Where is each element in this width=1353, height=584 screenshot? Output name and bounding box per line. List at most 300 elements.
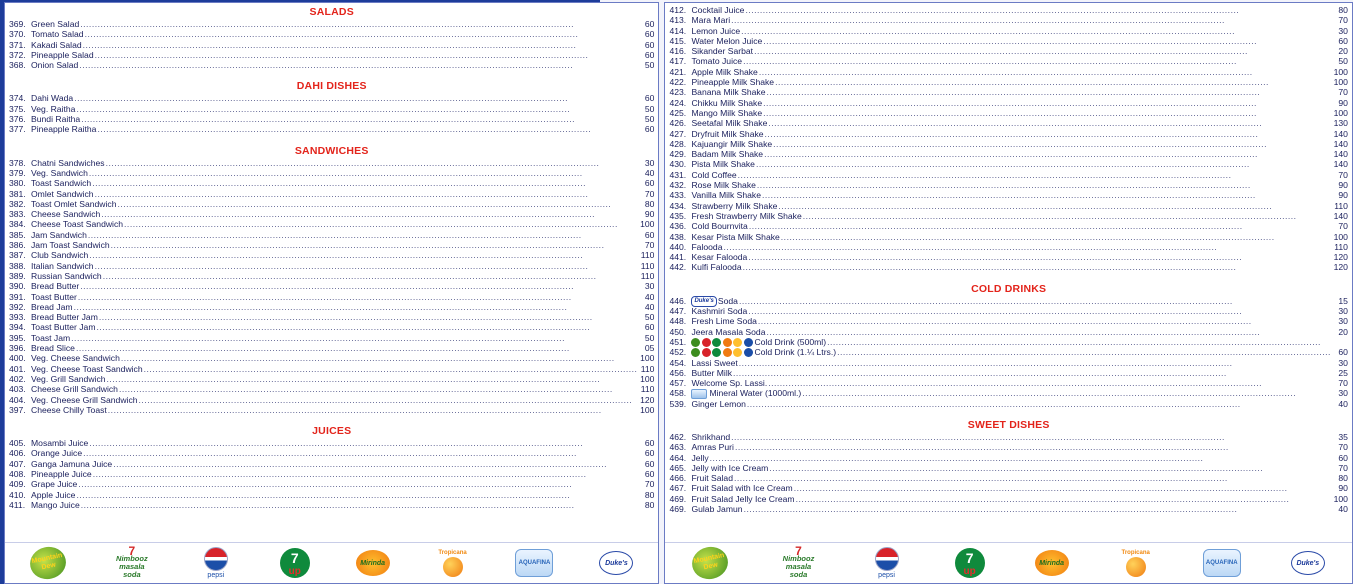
leader-dots (76, 490, 637, 500)
item-name (691, 77, 774, 87)
item-price: 30 (644, 157, 655, 168)
item-name (31, 114, 80, 124)
item-name-text: Kajuangir Milk Shake (691, 138, 773, 149)
item-name (31, 271, 102, 281)
menu-item (669, 221, 1347, 231)
item-price: 20 (1338, 326, 1348, 337)
item-name (31, 343, 75, 353)
menu-item (9, 29, 654, 39)
left-menu (5, 3, 658, 542)
leader-dots (76, 104, 637, 114)
menu-item (9, 19, 654, 29)
item-name-text: Cocktail Juice (691, 5, 745, 15)
item-name-text: Dryfruit Milk Shake (691, 128, 764, 139)
menu-item (669, 296, 1347, 306)
leader-dots (745, 5, 1330, 15)
item-name (691, 170, 736, 180)
item-name (691, 149, 763, 159)
item-price: 80 (644, 499, 655, 510)
item-name-text: Grape Juice (31, 479, 78, 490)
item-number: 421. (669, 66, 687, 77)
item-name-text: Dahi Wada (31, 93, 74, 104)
item-price: 50 (644, 114, 655, 125)
item-name (691, 56, 742, 66)
item-name (691, 108, 762, 118)
leader-dots (739, 358, 1331, 368)
item-name-text: Vanilla Milk Shake (691, 190, 762, 201)
item-number: 385. (9, 229, 26, 240)
leader-dots (759, 67, 1331, 77)
menu-item (669, 306, 1347, 316)
nimbooz-logo-icon: 7 Nimbooz masala soda (782, 544, 815, 579)
item-name (31, 261, 94, 271)
item-name-text: Mango Juice (31, 499, 80, 510)
item-price: 60 (644, 438, 655, 449)
item-name (691, 201, 777, 211)
item-name-text: Pineapple Raitha (31, 124, 97, 135)
menu-item (9, 93, 654, 103)
item-price: 70 (1338, 87, 1348, 98)
item-price: 120 (1333, 262, 1348, 273)
item-name-text: Cheese Grill Sandwich (31, 384, 118, 395)
item-number: 383. (9, 209, 26, 220)
item-number: 432. (669, 180, 687, 191)
menu-item (9, 189, 654, 199)
item-name-text: Fruit Salad Jelly Ice Cream (691, 493, 795, 504)
item-number: 447. (669, 306, 687, 317)
item-name-text: Pineapple Juice (31, 468, 92, 479)
menu-item (669, 432, 1347, 442)
item-number: 442. (669, 262, 687, 273)
leader-dots (738, 170, 1331, 180)
leader-dots (93, 469, 638, 479)
item-number: 369. (9, 19, 26, 29)
menu-item (9, 448, 654, 458)
leader-dots (81, 500, 638, 510)
menu-item (9, 500, 654, 510)
item-name-text: Bundi Raitha (31, 114, 81, 125)
item-name (691, 242, 722, 252)
7up-logo-icon: 7 up (955, 548, 985, 578)
item-name (31, 281, 79, 291)
leader-dots (763, 98, 1331, 108)
leader-dots (827, 337, 1331, 347)
item-price: 20 (1338, 46, 1348, 57)
item-name (691, 211, 801, 221)
menu-item (669, 87, 1347, 97)
item-number: 403. (9, 384, 26, 395)
item-number: 381. (9, 188, 26, 199)
item-name-text: Lassi Sweet (691, 357, 738, 368)
item-number: 465. (669, 462, 687, 473)
item-name (691, 368, 732, 378)
menu-item (669, 399, 1347, 409)
leader-dots (89, 250, 637, 260)
item-name (31, 333, 70, 343)
item-name-text: Banana Milk Shake (691, 87, 766, 98)
menu-item (669, 252, 1347, 262)
item-price: 100 (640, 404, 655, 415)
item-name-text: Seetafal Milk Shake (691, 118, 768, 129)
item-name (31, 322, 95, 332)
item-name (691, 190, 761, 200)
item-number: 380. (9, 178, 26, 189)
menu-item (9, 469, 654, 479)
item-number: 412. (669, 5, 687, 15)
item-number: 368. (9, 60, 26, 71)
menu-item (669, 337, 1347, 347)
leader-dots (837, 347, 1331, 357)
leader-dots (95, 261, 638, 271)
dukes-badge-icon: Duke's (691, 296, 716, 307)
item-name (691, 15, 730, 25)
item-price: 140 (1333, 159, 1348, 170)
menu-item (9, 384, 654, 394)
menu-item (9, 219, 654, 229)
item-name (691, 139, 772, 149)
menu-item (669, 118, 1347, 128)
item-name-text: Tomato Juice (691, 56, 743, 67)
item-name (691, 232, 779, 242)
menu-item (669, 358, 1347, 368)
item-price: 90 (1338, 483, 1348, 494)
item-price: 70 (1338, 378, 1348, 389)
item-name (691, 26, 740, 36)
item-number: 450. (669, 326, 687, 337)
item-name-text: Bread Slice (31, 343, 75, 354)
leader-dots (768, 118, 1331, 128)
item-name-text: Italian Sandwich (31, 260, 94, 271)
leader-dots (747, 399, 1331, 409)
item-name (691, 378, 767, 388)
item-price: 70 (1338, 15, 1348, 26)
item-price: 140 (1333, 138, 1348, 149)
item-name-text: Badam Milk Shake (691, 149, 764, 160)
item-number: 410. (9, 489, 26, 500)
leader-dots (764, 149, 1331, 159)
leader-dots (748, 306, 1331, 316)
leader-dots (766, 327, 1330, 337)
menu-item (669, 139, 1347, 149)
leader-dots (769, 463, 1331, 473)
menu-item (9, 230, 654, 240)
item-price: 130 (1333, 118, 1348, 129)
item-name (691, 494, 794, 504)
item-name-text: Veg. Raitha (31, 103, 76, 114)
item-name-text: Pineapple Milk Shake (691, 77, 775, 88)
item-number: 469. (669, 493, 687, 504)
leader-dots (739, 296, 1331, 306)
leader-dots (76, 343, 637, 353)
tropicana-logo-icon: Tropicana (436, 547, 470, 579)
item-name-text: Veg. Sandwich (31, 167, 88, 178)
item-name-text: Veg. Cheese Toast Sandwich (31, 363, 143, 374)
water-bottle-icon (691, 389, 707, 399)
drink-brand-icon (702, 348, 711, 357)
menu-item (669, 190, 1347, 200)
item-number: 463. (669, 442, 687, 453)
item-name-text: Kesar Falooda (691, 252, 748, 263)
menu-item (669, 327, 1347, 337)
item-name (31, 312, 98, 322)
item-price: 60 (644, 39, 655, 50)
menu-item (9, 209, 654, 219)
leader-dots (124, 219, 637, 229)
leader-dots (97, 124, 637, 134)
item-name-text: Butter Milk (691, 367, 733, 378)
leader-dots (781, 232, 1331, 242)
menu-item (669, 232, 1347, 242)
item-name-text: Apple Milk Shake (691, 66, 758, 77)
item-price: 80 (1338, 5, 1348, 15)
item-name (691, 262, 741, 272)
leader-dots (81, 114, 637, 124)
leader-dots (139, 395, 638, 405)
item-price: 60 (644, 229, 655, 240)
aquafina-logo-icon: AQUAFINA (515, 549, 553, 577)
item-name-text: Apple Juice (31, 489, 76, 500)
menu-item (669, 378, 1347, 388)
item-number: 428. (669, 138, 687, 149)
item-name (691, 306, 747, 316)
item-price: 30 (1338, 316, 1348, 327)
leader-dots (763, 108, 1331, 118)
section-gap (669, 273, 1347, 282)
drink-brand-icon (691, 338, 700, 347)
item-number: 404. (9, 394, 26, 405)
item-price: 40 (644, 301, 655, 312)
menu-item (669, 211, 1347, 221)
leader-dots (778, 201, 1331, 211)
item-price: 60 (644, 468, 655, 479)
menu-item (9, 364, 654, 374)
mountain-dew-logo-icon: Mountain Dew (690, 544, 732, 583)
drink-brand-icon (712, 338, 721, 347)
item-price: 140 (1333, 128, 1348, 139)
item-number: 377. (9, 124, 26, 135)
item-name-text: Bread Butter Jam (31, 312, 98, 323)
item-name (691, 159, 755, 169)
item-name (31, 19, 79, 29)
item-number: 393. (9, 312, 26, 323)
mirinda-logo-icon: Mirinda (356, 550, 390, 576)
item-number: 464. (669, 452, 687, 463)
item-price: 60 (644, 448, 655, 459)
item-price: 90 (1338, 97, 1348, 108)
item-number: 374. (9, 93, 26, 104)
leader-dots (743, 56, 1331, 66)
mountain-dew-logo-icon: Mountain Dew (27, 544, 69, 583)
item-price: 80 (1338, 473, 1348, 484)
item-name (31, 209, 100, 219)
item-price: 60 (644, 322, 655, 333)
menu-item (669, 108, 1347, 118)
item-price: 50 (1338, 56, 1348, 67)
item-name (31, 158, 105, 168)
item-name (691, 432, 730, 442)
item-price: 30 (1338, 357, 1348, 368)
leader-dots (724, 242, 1331, 252)
item-number: 424. (669, 97, 687, 108)
item-price: 40 (1338, 398, 1348, 409)
item-name-text: Omlet Sandwich (31, 188, 94, 199)
item-price: 60 (1338, 347, 1348, 358)
menu-item (9, 479, 654, 489)
menu-item (669, 170, 1347, 180)
item-name-text: Veg. Grill Sandwich (31, 373, 106, 384)
menu-item (669, 368, 1347, 378)
leader-dots (119, 384, 638, 394)
menu-item (9, 405, 654, 415)
item-name-text: Mosambi Juice (31, 438, 89, 449)
item-name-text: Mango Milk Shake (691, 107, 763, 118)
menu-item (669, 15, 1347, 25)
leader-dots (89, 168, 638, 178)
leader-dots (99, 312, 638, 322)
item-name (691, 347, 836, 357)
item-name (31, 384, 118, 394)
item-number: 469. (669, 504, 687, 515)
item-name (691, 36, 762, 46)
item-price: 35 (1338, 431, 1348, 442)
leader-dots (95, 189, 638, 199)
item-price: 140 (1333, 210, 1348, 221)
item-number: 387. (9, 250, 26, 261)
leader-dots (89, 438, 637, 448)
item-price: 110 (640, 250, 655, 261)
leader-dots (768, 378, 1331, 388)
item-number: 446. (669, 295, 687, 306)
item-number: 375. (9, 103, 26, 114)
item-number: 391. (9, 291, 26, 302)
menu-item (669, 347, 1347, 357)
item-name (31, 302, 73, 312)
item-name-text: Gulab Jamun (691, 504, 743, 515)
leader-dots (106, 158, 638, 168)
leader-dots (96, 322, 637, 332)
item-price: 110 (1334, 241, 1348, 252)
leader-dots (803, 211, 1331, 221)
item-name (31, 240, 110, 250)
item-number: 422. (669, 77, 687, 88)
item-name (31, 250, 88, 260)
drink-brand-icon (723, 348, 732, 357)
menu-item (9, 343, 654, 353)
menu-item (669, 473, 1347, 483)
item-name (691, 399, 745, 409)
item-price: 110 (640, 260, 655, 271)
menu-item (669, 5, 1347, 15)
menu-item (9, 60, 654, 70)
menu-item (669, 316, 1347, 326)
item-price: 50 (644, 332, 655, 343)
item-price: 100 (640, 219, 655, 230)
item-number: 452. (669, 347, 687, 358)
item-number: 372. (9, 49, 26, 60)
item-number: 401. (9, 363, 26, 374)
item-number: 441. (669, 252, 687, 263)
menu-item (669, 26, 1347, 36)
item-price: 70 (1338, 169, 1348, 180)
item-name (691, 316, 756, 326)
item-price: 90 (1338, 190, 1348, 201)
item-name-text: Amras Puri (691, 442, 734, 453)
leader-dots (74, 93, 637, 103)
item-number: 435. (669, 210, 687, 221)
item-price: 110 (1334, 200, 1348, 211)
item-number: 376. (9, 114, 26, 125)
item-name-text: Toast Omlet Sandwich (31, 198, 117, 209)
item-price: 40 (1338, 504, 1348, 515)
item-number: 451. (669, 336, 687, 347)
leader-dots (731, 15, 1331, 25)
item-name-text: Kesar Pista Milk Shake (691, 231, 780, 242)
item-name (691, 442, 734, 452)
item-name-text: Fresh Lime Soda (691, 316, 757, 327)
item-name-text: Pista Milk Shake (691, 159, 755, 170)
item-name (691, 358, 737, 368)
section-title: SWEET DISHES (967, 418, 1050, 431)
item-name (31, 479, 77, 489)
section-gap (9, 135, 654, 144)
item-number: 407. (9, 458, 26, 469)
item-name-text: Toast Sandwich (31, 178, 92, 189)
item-number: 402. (9, 373, 26, 384)
item-price: 80 (644, 198, 655, 209)
leader-dots (773, 139, 1331, 149)
leader-dots (107, 374, 638, 384)
leader-dots (103, 271, 638, 281)
leader-dots (71, 333, 637, 343)
item-price: 100 (1333, 107, 1348, 118)
item-price: 70 (644, 240, 655, 251)
section-gap (9, 415, 654, 424)
item-name (31, 124, 96, 134)
item-name (691, 46, 753, 56)
item-name-text: Cheese Toast Sandwich (31, 219, 124, 230)
leader-dots (80, 281, 637, 291)
item-number: 426. (669, 118, 687, 129)
right-menu (665, 3, 1351, 542)
item-name-text: Fruit Salad (691, 473, 733, 484)
item-number: 397. (9, 404, 26, 415)
item-price: 70 (1338, 462, 1348, 473)
item-name-text: Cold Bournvita (691, 221, 748, 232)
item-name (31, 104, 75, 114)
7up-logo-icon: 7 up (280, 548, 310, 578)
item-number: 370. (9, 29, 26, 40)
section-title: COLD DRINKS (971, 282, 1047, 295)
menu-item (9, 114, 654, 124)
item-number: 394. (9, 322, 26, 333)
item-number: 389. (9, 270, 26, 281)
menu-item (9, 292, 654, 302)
item-number: 392. (9, 301, 26, 312)
item-name-text: Russian Sandwich (31, 270, 102, 281)
item-price: 60 (644, 19, 655, 29)
section-title: JUICES (312, 425, 352, 438)
menu-item (9, 438, 654, 448)
mirinda-logo-icon: Mirinda (1035, 550, 1069, 576)
leader-dots (111, 240, 638, 250)
item-name (31, 469, 92, 479)
item-price: 40 (644, 291, 655, 302)
leader-dots (748, 252, 1331, 262)
item-name (691, 118, 767, 128)
item-price: 30 (644, 281, 655, 292)
item-name (31, 353, 120, 363)
item-price: 50 (644, 312, 655, 323)
